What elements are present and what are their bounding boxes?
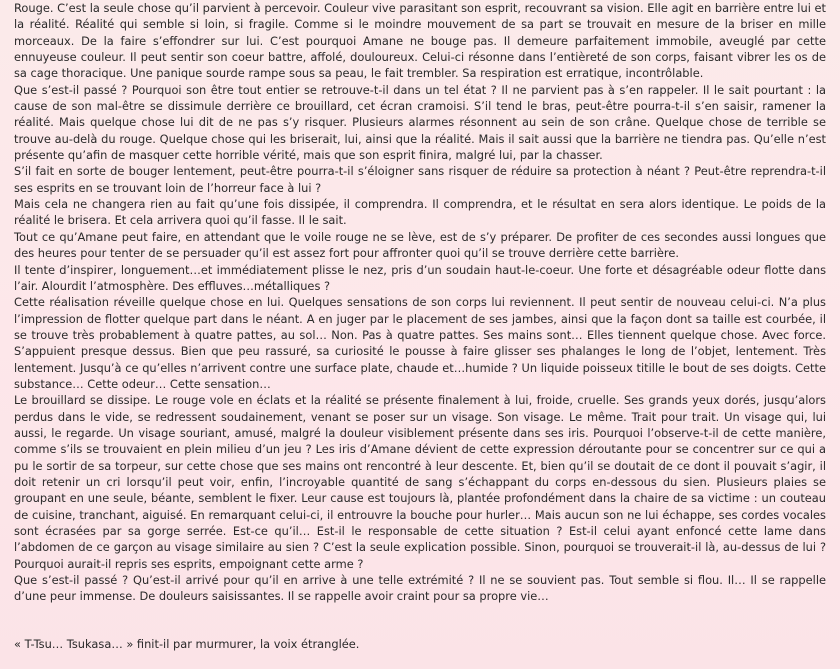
paragraph-6: Il tente d’inspirer, longuement…et immédiatement plisse le nez, pris d’un soudain haut-le-coeur. Une forte et désagréable odeur flotte dans l’air. Alourdit l’atmosphère. Des effluves…métalliques ? <box>14 262 826 293</box>
paragraph-7: Cette réalisation réveille quelque chose en lui. Quelques sensations de son corps lui reviennent. Il peut sentir de nouveau celui-ci. N’a plus l’impression de flotter quelque part dans le néant. A en juger par le placement de ses jambes, ainsi que la façon dont sa taille est courbée, il se trouve très probablement à quatre pattes, au sol… Non. Pas à quatre pattes. Ses mains sont… Elles tiennent quelque chose. Avec force. S’appuient presque dessus. Bien que peu rassuré, sa curiosité le pousse à faire glisser ses phalanges le long de l’objet, lentement. Très lentement. Jusqu’à ce qu’elles n’arrivent contre une surface plate, chaude et…humide ? Un liquide poisseux titille le bout de ses doigts. Cette substance… Cette odeur… Cette sensation… <box>14 295 826 391</box>
paragraph-2: Que s’est-il passé ? Pourquoi son être tout entier se retrouve-t-il dans un tel état ? Il ne parvient pas à s’en rappeler. Il le sait pourtant : la cause de son mal-être se dissimule derrière ce brouillard, cet écran cramoisi. S’il tend le bras, peut-être pourra-t-il s’en saisir, ramener la réalité. Mais quelque chose lui dit de ne pas s’y risquer. Plusieurs alarmes résonnent au sein de son crâne. Quelque chose de terrible se trouve au-delà du rouge. Quelque chose qui les briserait, lui, ainsi que la réalité. Mais il sait aussi que la barrière ne tiendra pas. Qu’elle n’est présente qu’afin de masquer cette horrible vérité, mais que son esprit finira, malgré lui, par la chasser. <box>14 82 826 163</box>
paragraph-4: Mais cela ne changera rien au fait qu’une fois dissipée, il comprendra. Il comprendra, et le résultat en sera alors identique. Le poids de la réalité le brisera. Et cela arrivera quoi qu’il fasse. Il le sait. <box>14 197 826 228</box>
dialogue-line: « T-Tsu… Tsukasa… » finit-il par murmurer, la voix étranglée. <box>14 636 360 651</box>
paragraph-gap <box>14 605 826 636</box>
paragraph-8: Le brouillard se dissipe. Le rouge vole en éclats et la réalité se présente finalement à lui, froide, cruelle. Ses grands yeux dorés, jusqu’alors perdus dans le vide, se redressent soudainement, venant se poser sur un visage. Son visage. Le même. Trait pour trait. Un visage qui, lui aussi, le regarde. Un visage souriant, amusé, malgré la douleur visiblement présente dans ses iris. Pourquoi l’observe-t-il de cette manière, comme s’ils se trouvaient en plein milieu d’un jeu ? Les iris d’Amane dévient de cette expression déroutante pour se concentrer sur ce qui a pu le sortir de sa torpeur, sur cette chose que ses mains ont rencontré à leur descente. Et, bien qu’il se doutait de ce dont il pouvait s’agir, il doit retenir un cri lorsqu’il peut voir, enfin, l’incroyable quantité de sang s’échappant du corps en-dessous du sien. Plusieurs plaies se groupant en une seule, béante, semblent le fixer. Leur cause est toujours là, plantée profondément dans la chaire de sa victime : un couteau de cuisine, tranchant, aiguisé. En remarquant celui-ci, il entrouvre la bouche pour hurler… Mais aucun son ne lui échappe, ses cordes vocales sont écrasées par sa gorge serrée. Est-ce qu’il… Est-il le responsable de cette situation ? Est-il celui ayant enfoncé cette lame dans l’abdomen de ce garçon au visage similaire au sien ? C’est la seule explication possible. Sinon, pourquoi se trouverait-il là, au-dessus de lui ? Pourquoi aurait-il repris ses esprits, empoignant cette arme ? <box>14 393 826 571</box>
paragraph-5: Tout ce qu’Amane peut faire, en attendant que le voile rouge ne se lève, est de s’y préparer. De profiter de ces secondes aussi longues que des heures pour tenter de se persuader qu’il est assez fort pour affronter quoi qu’il se trouve derrière cette barrière. <box>14 229 826 261</box>
paragraph-3: S’il fait en sorte de bouger lentement, peut-être pourra-t-il s’éloigner sans risquer de réduire sa protection à néant ? Peut-être reprendra-t-il ses esprits en se trouvant loin de l’horreur face à lui ? <box>14 164 826 195</box>
paragraph-9: Que s’est-il passé ? Qu’est-il arrivé pour qu’il en arrive à une telle extrémité ? Il ne se souvient pas. Tout semble si flou. Il… Il se rappelle d’une peur immense. De douleurs saisissantes. Il se rappelle avoir craint pour sa propre vie… <box>14 573 826 604</box>
paragraph-1: Rouge. C’est la seule chose qu’il parvient à percevoir. Couleur vive parasitant son esprit, recouvrant sa vision. Elle agit en barrière entre lui et la réalité. Réalité qui semble si loin, si fragile. Comme si le moindre mouvement de sa part se trouvait en mesure de la briser en mille morceaux. De la faire s’effondrer sur lui. C’est pourquoi Amane ne bouge pas. Il demeure parfaitement immobile, aveuglé par cette ennuyeuse couleur. Il peut sentir son coeur battre, affolé, douloureux. Celui-ci résonne dans l’entièreté de son corps, faisant vibrer les os de sa cage thoracique. Une panique sourde rampe sous sa peau, le fait trembler. Sa respiration est erratique, incontrôlable. <box>14 1 826 81</box>
story-text <box>14 0 826 605</box>
